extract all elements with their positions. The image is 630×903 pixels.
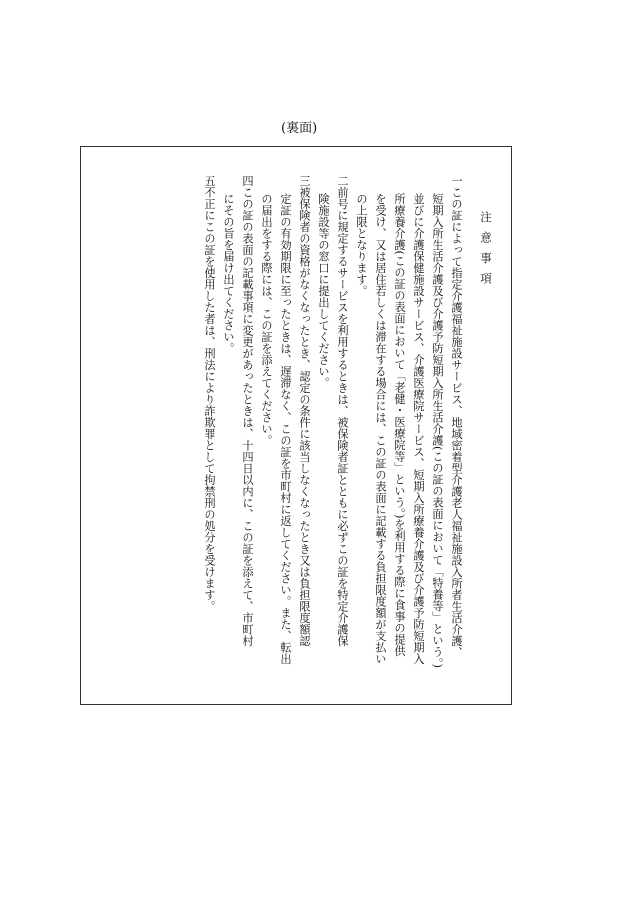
- notice-item-1: [447, 175, 466, 685]
- item-line: 短期入所生活介護及び介護予防短期入所生活介護(この証の表面において「特養等」という。): [431, 193, 444, 669]
- item-number: 三: [298, 175, 311, 187]
- item-line: の届出をする際には、この証を添えてください。: [260, 193, 273, 446]
- item-line: 定証の有効期限に至ったときは、遅滞なく、この証を市町村に返してください。また、転出: [279, 193, 292, 665]
- item-line: の上限となります。: [355, 193, 368, 297]
- item-line: を受け、又は居住若しくは滞在する場合には、この証の表面に記載する負担限度額が支払い: [374, 193, 387, 665]
- item-number: 二: [336, 175, 349, 187]
- item-number: 一: [450, 175, 463, 187]
- item-line: この証によって指定介護福祉施設サービス、地域密着型介護老人福祉施設入所者生活介護、: [450, 186, 463, 658]
- notice-item-4: [238, 175, 257, 685]
- notice-item-3: [295, 175, 314, 685]
- notice-heading: 注意事項: [479, 211, 493, 293]
- item-line: 不正にこの証を使用した者は、刑法により詐欺罪として拘禁刑の処分を受けます。: [203, 186, 216, 612]
- item-number: 五: [203, 175, 216, 187]
- notice-text-block: [200, 175, 495, 685]
- item-line: 険施設等の窓口に提出してください。: [317, 193, 330, 389]
- back-side-label: (裏面): [281, 121, 318, 136]
- item-line: 被保険者の資格がなくなったとき、認定の条件に該当しなくなったとき又は負担限度額認: [298, 186, 311, 647]
- item-line: 所療養介護(この証の表面において「老健・医療院等」という。)を利用する際に食事の提供: [393, 193, 406, 657]
- notice-card: [80, 146, 512, 705]
- item-line: にその旨を届け出てください。: [222, 193, 235, 354]
- item-line: この証の表面の記載事項に変更があったときは、十四日以内に、この証を添えて、市町村: [241, 186, 254, 647]
- notice-item-5: [200, 175, 219, 685]
- notice-item-2: [333, 175, 352, 685]
- item-number: 四: [241, 175, 254, 187]
- item-line: 前号に規定するサービスを利用するときは、被保険者証とともに必ずこの証を特定介護保: [336, 186, 349, 647]
- item-line: 並びに介護保健施設サービス、介護医療院サービス、短期入所療養介護及び介護予防短期入: [412, 193, 425, 665]
